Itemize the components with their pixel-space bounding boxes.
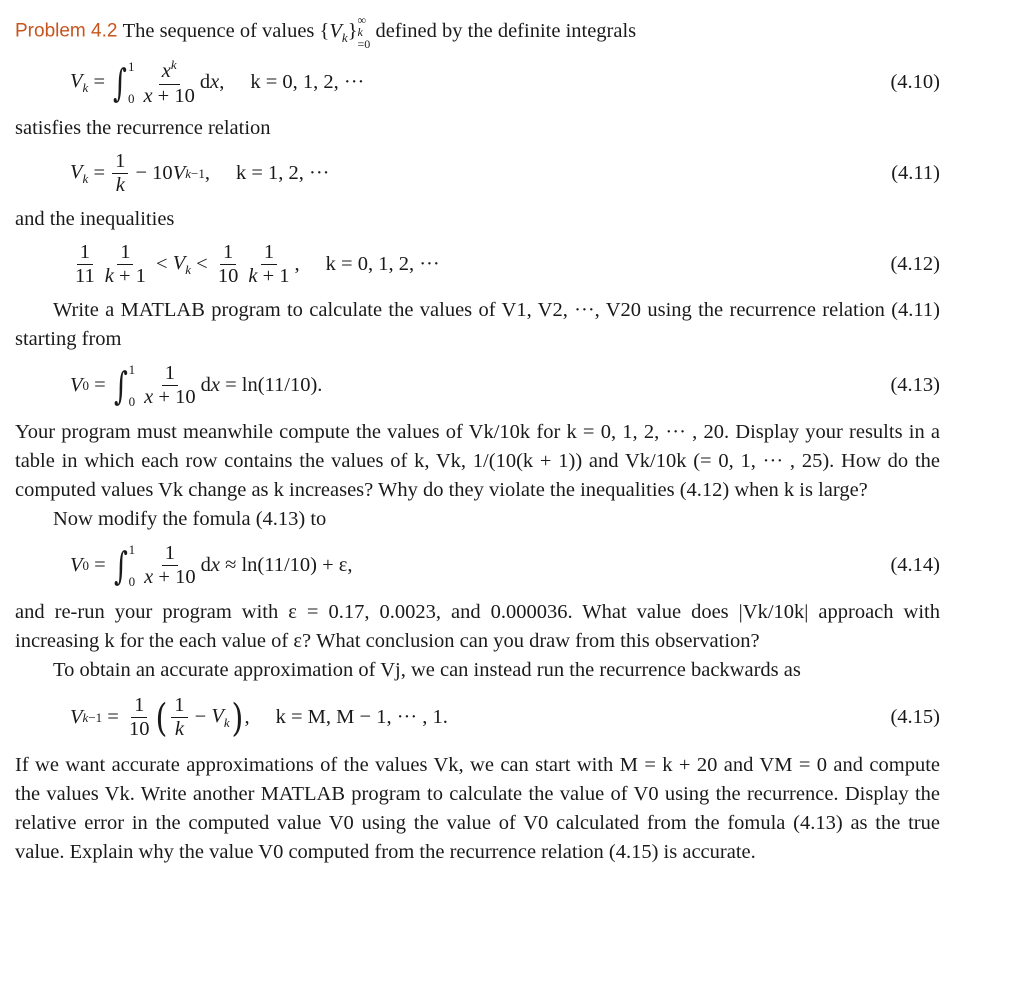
eq-number-4-13: (4.13) <box>890 374 940 397</box>
eq-number-4-12: (4.12) <box>890 253 940 276</box>
paragraph-write-program <box>15 296 940 354</box>
equation-4-10: $V_k$ = ∫ 1 0 $\frac{x^k}{x + 10}$ d x , k = 0, 1, 2, ··· (4.10) <box>70 57 940 107</box>
equation-4-14: V 0 = ∫ 1 0 $\frac{1}{x + 10}$ d x ≈ ln(11/10) + ε, (4.14) <box>70 541 940 589</box>
paragraph-rerun: and re-run your program with ε = 0.17, 0.0023, and 0.000036. What value does |Vk/10k| approach with increasing k for the each value of ε? What conclusion can you draw from this observation? <box>15 600 940 652</box>
eq-4-10-range: k = 0, 1, 2, ··· <box>250 71 365 94</box>
eq-number-4-14: (4.14) <box>890 554 940 577</box>
equation-4-15: V k −1 = $\frac{1}{10}$ ( $\frac{1}{k}$ − $V_k$ ) , k = M, M − 1, ··· , 1. (4.15) <box>70 693 940 741</box>
problem-intro-visible: The sequence of values $\{V_k\}$ ∞ k =0 defined by the definite integrals <box>122 13 637 51</box>
paragraph-backward: To obtain an accurate approximation of Vj, we can instead run the recurrence backwards as <box>53 658 801 681</box>
paragraph-display: Your program must meanwhile compute the values of Vk/10k for k = 0, 1, 2, ··· , 20. Display your results in a table in which each row contains the values of k, Vk, 1/(10(k + 1)) and Vk/10k (= 0, 1, ··· , 25). How do the computed values Vk change as k increases? Why do they violate the inequalities (4.12) when k is large? <box>15 420 940 501</box>
paragraph-recurrence: satisfies the recurrence relation <box>15 116 271 139</box>
problem-intro <box>15 14 940 52</box>
equation-4-12: $\frac{1}{11}$ $\frac{1}{k + 1}$ < $V_k$ < $\frac{1}{10}$ $\frac{1}{k + 1}$ , k = 0, 1, 2, ··· (4.12) <box>75 240 940 288</box>
write-program-text: Write a MATLAB program to calculate the values of V1, V2, ···, V20 using the recurrence relation (4.11) starting from <box>15 298 940 350</box>
problem-page <box>15 10 940 867</box>
eq-4-12-range: k = 0, 1, 2, ··· <box>325 253 440 276</box>
equation-4-13: V 0 = ∫ 1 0 $\frac{1}{x + 10}$ d x = ln(11/10). (4.13) <box>70 361 940 409</box>
eq-4-15-range: k = M, M − 1, ··· , 1. <box>275 706 448 729</box>
eq-number-4-11: (4.11) <box>891 162 940 185</box>
paragraph-inequalities: and the inequalities <box>15 207 175 230</box>
equation-4-11: $V_k$ = $\frac{1}{k}$ − 10 V k −1 , k = 1, 2, ··· (4.11) <box>70 149 940 197</box>
problem-label: Problem 4.2 <box>15 20 118 42</box>
eq-4-13-rhs: = ln(11/10). <box>225 374 323 397</box>
paragraph-modify: Now modify the fomula (4.13) to <box>53 507 327 530</box>
eq-4-14-rhs: ≈ ln(11/10) + ε, <box>225 554 353 577</box>
eq-number-4-15: (4.15) <box>890 706 940 729</box>
eq-4-11-range: k = 1, 2, ··· <box>235 162 330 185</box>
eq-number-4-10: (4.10) <box>890 71 940 94</box>
paragraph-final: If we want accurate approximations of the values Vk, we can start with M = k + 20 and VM = 0 and compute the values Vk. Write another MATLAB program to calculate the value of V0 using the recurrence. Display the relative error in the computed value V0 using the value of V0 calculated from the fomula (4.13) as the true value. Explain why the value V0 computed from the recurrence relation (4.15) is accurate. <box>15 753 940 863</box>
